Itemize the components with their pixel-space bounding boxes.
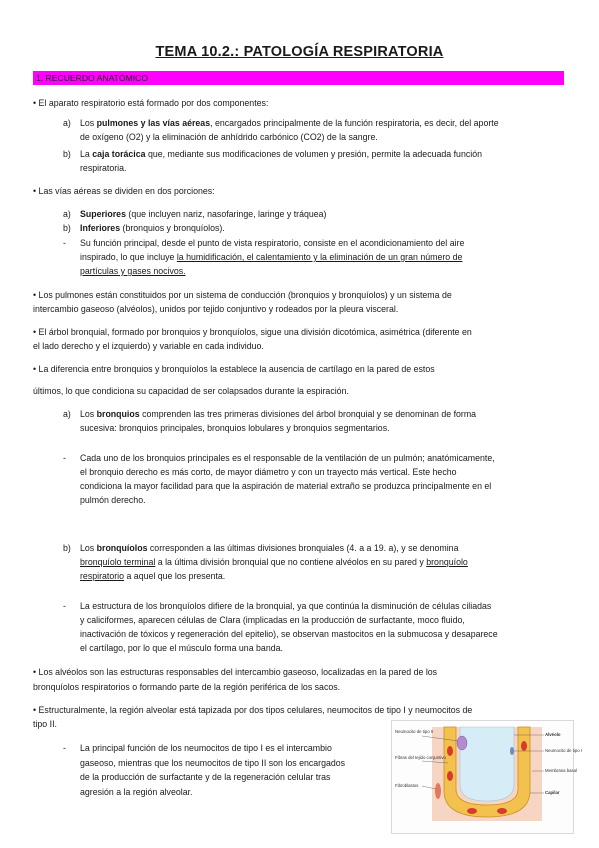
paragraph-6-line1: • Los alvéolos son las estructuras responsables del intercambio gaseoso, localizadas en la pared de los — [33, 667, 438, 677]
dash-item-line2: inspirado, lo que incluye la humidificación, el calentamiento y la eliminación de un gran número de — [80, 252, 463, 262]
dash-item-line3: partículas y gases nocivos. — [80, 266, 186, 276]
red-blood-cell — [497, 808, 507, 814]
list-item-superiores: Superiores (que incluyen nariz, nasofaringe, laringe y tráquea) — [80, 209, 327, 219]
bronquios-detail-line1: Cada uno de los bronquios principales es el responsable de la ventilación de un pulmón; anatómicamente, — [80, 453, 495, 463]
bronquiolos-line1: Los bronquíolos corresponden a las últimas divisiones bronquiales (4. a a 19. a), y se denomina — [80, 543, 459, 553]
dash-marker: - — [63, 238, 66, 248]
dash-marker: - — [63, 743, 66, 753]
pneumocyte-type1 — [510, 747, 514, 755]
label-capilar: Capilar — [545, 790, 560, 795]
dash-item-line1: Su función principal, desde el punto de vista respiratorio, consiste en el acondicionamiento del aire — [80, 238, 465, 248]
bronquios-detail-line3: condiciona la mayor facilidad para que la aspiración de material extraño se produzca principalmente en el — [80, 481, 492, 491]
paragraph-4-line1: • El árbol bronquial, formado por bronquios y bronquíolos, sigue una división dicotómica, asimétrica (diferente en — [33, 327, 472, 337]
section-heading: 1. RECUERDO ANATÓMICO — [33, 71, 564, 85]
alveolus-lumen — [460, 727, 514, 801]
pneumocyte-type2 — [457, 736, 467, 750]
bronquiolos-detail-line2: y caliciformes, aparecen células de Clara (implicadas en la producción de surfactante, moco fluido, — [80, 615, 465, 625]
list-marker: a) — [63, 118, 71, 128]
bullet: • — [33, 98, 37, 108]
alveolus-illustration — [392, 721, 583, 833]
list-item-inferiores: Inferiores (bronquios y bronquíolos). — [80, 223, 225, 233]
paragraph-2-intro: • Las vías aéreas se dividen en dos porciones: — [33, 186, 215, 196]
bronquios-detail-line2: el bronquio derecho es más corto, de mayor diámetro y con un trayecto más vertical. Este hecho — [80, 467, 457, 477]
label-neumocito-i: Neumocito de tipo I — [545, 748, 583, 753]
red-blood-cell — [447, 746, 453, 756]
label-fibroblastos: Fibroblastos — [395, 783, 419, 788]
neumocitos-line2: gaseoso, mientras que los neumocitos de tipo II son los encargados — [80, 758, 346, 768]
bronquiolos-detail-line1: La estructura de los bronquíolos difiere de la bronquial, ya que continúa la disminución de células ciliadas — [80, 601, 492, 611]
bronquiolos-line2: bronquíolo terminal a la última división bronquial que no contiene alvéolos en su pared y bronquíolo — [80, 557, 468, 567]
paragraph-7-line2: tipo II. — [33, 719, 57, 729]
label-neumocito-ii: Neumocito de tipo II — [395, 729, 434, 734]
paragraph-6-line2: bronquíolos respiratorios o formando parte de la región periférica de los sacos. — [33, 682, 341, 692]
list-marker: b) — [63, 149, 71, 159]
bronquiolos-detail-line4: el cartílago, por lo que el músculo forma una banda. — [80, 643, 283, 653]
paragraph-4-line2: el lado derecho y el izquierdo) y variable en cada individuo. — [33, 341, 264, 351]
paragraph-5-line1: • La diferencia entre bronquios y bronquíolos la establece la ausencia de cartílago en la pared de estos — [33, 364, 435, 374]
bronquios-line1: Los bronquios comprenden las tres primeras divisiones del árbol bronquial y se denominan de forma — [80, 409, 477, 419]
bronquiolos-detail-line3: inactivación de tóxicos y regeneración del epitelio), se observan mastocitos en la submucosa y desaparece — [80, 629, 498, 639]
list-marker: b) — [63, 543, 71, 553]
list-marker: a) — [63, 409, 71, 419]
fibroblast — [435, 783, 441, 799]
label-alveolo: Alvéolo — [545, 732, 561, 737]
dash-marker: - — [63, 601, 66, 611]
neumocitos-line1: La principal función de los neumocitos de tipo I es el intercambio — [80, 743, 332, 753]
bronquiolos-line3: respiratorio a aquel que los presenta. — [80, 571, 226, 581]
list-item-b-line2: respiratoria. — [80, 163, 127, 173]
paragraph-3-line2: intercambio gaseoso (alvéolos), unidos por tejido conjuntivo y rodeados por la pleura visceral. — [33, 304, 399, 314]
dash-marker: - — [63, 453, 66, 463]
list-item-a-line2: de oxígeno (O2) y la eliminación de anhídrido carbónico (CO2) de la sangre. — [80, 132, 378, 142]
alveolus-diagram — [391, 720, 583, 834]
bronquios-detail-line4: pulmón derecho. — [80, 495, 146, 505]
list-marker: a) — [63, 209, 71, 219]
red-blood-cell — [467, 808, 477, 814]
red-blood-cell — [521, 741, 527, 751]
paragraph-5-line2: últimos, lo que condiciona su capacidad de ser colapsados durante la espiración. — [33, 386, 349, 396]
page-title: TEMA 10.2.: PATOLOGÍA RESPIRATORIA — [155, 44, 444, 60]
bronquios-line2: sucesiva: bronquios principales, bronquios lobulares y bronquios segmentarios. — [80, 423, 390, 433]
list-item-b-line1: La caja torácica que, mediante sus modificaciones de volumen y presión, permite la adecuada función — [80, 149, 482, 159]
neumocitos-line3: de la producción de surfactante y de la regeneración celular tras — [80, 772, 331, 782]
list-item-a-line1: Los pulmones y las vías aéreas, encargados principalmente de la función respiratoria, es decir, del aporte — [80, 118, 499, 128]
label-membrana: Membrana basal — [545, 768, 578, 773]
red-blood-cell — [447, 771, 453, 781]
list-marker: b) — [63, 223, 71, 233]
paragraph-7-line1: • Estructuralmente, la región alveolar está tapizada por dos tipos celulares, neumocitos de tipo I y neumocitos de — [33, 705, 473, 715]
paragraph-1-intro: • El aparato respiratorio está formado por dos componentes: — [33, 98, 269, 108]
paragraph-3-line1: • Los pulmones están constituidos por un sistema de conducción (bronquios y bronquíolos) y un sistema de — [33, 290, 452, 300]
label-fibras: Fibras del tejido conjuntivo — [395, 755, 446, 760]
neumocitos-line4: agresión a la región alveolar. — [80, 787, 193, 797]
